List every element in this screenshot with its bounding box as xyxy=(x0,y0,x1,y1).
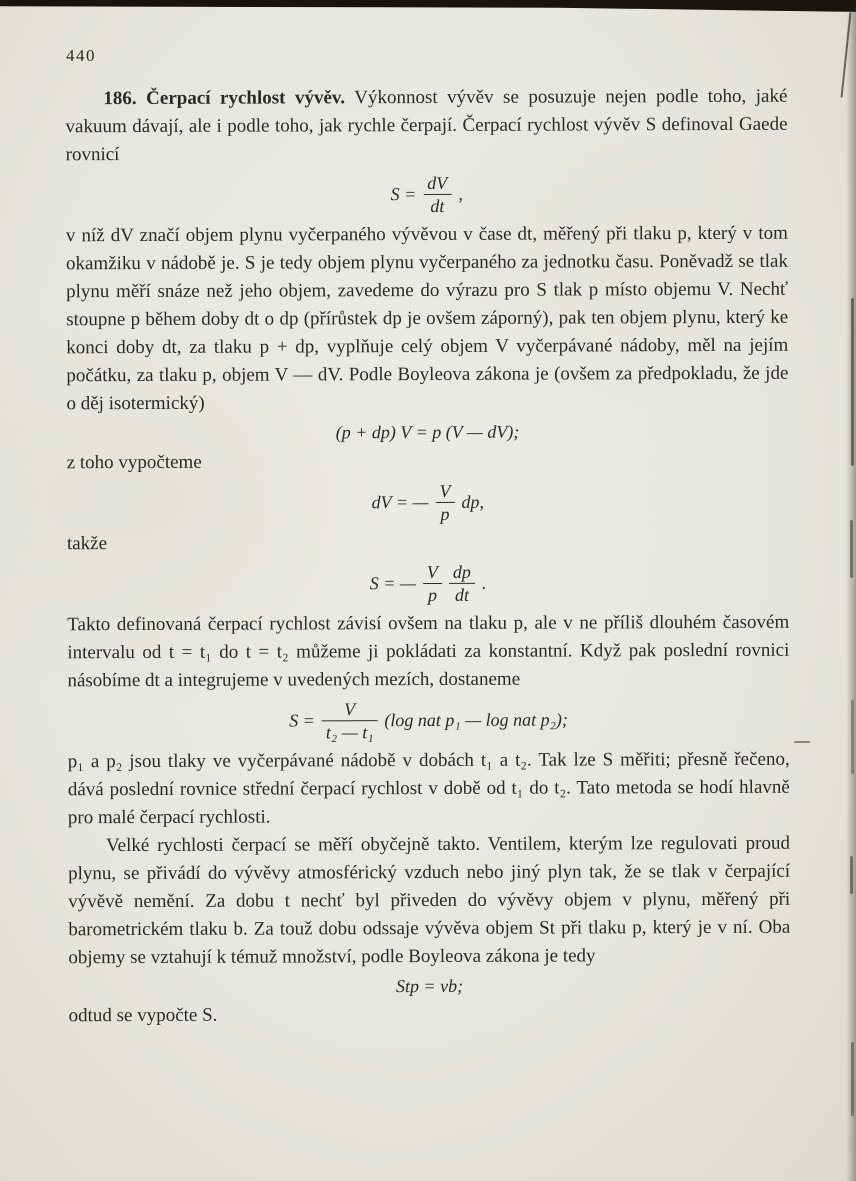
paragraph-intro xyxy=(65,83,787,170)
intro-text: Výkonnost vývěv se posuzuje nejen podle toho, jaké vakuum dávají, ale i podle toho, jak rychle čerpají. Čerpací rychlost vývěv S definoval Gaede rovnicí xyxy=(65,85,788,166)
formula-pumping-speed-definition xyxy=(66,172,788,218)
fraction-numerator: V xyxy=(423,562,442,584)
fraction-numerator: dV xyxy=(423,173,451,195)
paragraph-5: Velké rychlosti čerpací se měří obyčejně takto. Ventilem, kterým lze regulovati proud plynu, se přivádí do vývěvy atmosférický vzduch nebo jiný plyn tak, že se tlak v čerpající vývěvě nemění. Za dobu t nechť byl přiveden do vývěvy objem v plynu, měřený při barometrickém tlaku b. Za touž dobu odssaje vývěva objem St při tlaku p, který je v ní. Oba objemy se vztahují k témuž množství, podle Boyleova zákona je tedy xyxy=(68,832,791,968)
formula-lhs: S = xyxy=(289,710,315,731)
fraction xyxy=(322,699,378,742)
scan-mark xyxy=(851,1042,854,1116)
paragraph-3: Takto definovaná čerpací rychlost závisí ovšem na tlaku p, ale v ne příliš dlouhém časovém intervalu od t = t₁ do t = t₂ můžeme ji pokládati za konstantní. Když pak poslední rovnici násobíme dt a integrujeme v uvedených mezích, dostaneme xyxy=(67,611,790,691)
paragraph-2: v níž dV značí objem plynu vyčerpaného vývěvou v čase dt, měřený při tlaku p, který v tom okamžiku v nádobě je. S je tedy objem plynu vyčerpaného za jednotku času. Poněvadž se tlak plynu měří snáze než jeho objem, zavedeme do výrazu pro S tlak p místo objemu V. Nechť stoupne p během doby dt o dp (přírůstek dp je ovšem záporný), pak ten objem plynu, který ke konci doby dt, za tlaku p + dp, vyplňuje celý objem V vyčerpávané nádoby, měl na jejím počátku, za tlaku p, objem V — dV. Podle Boyleova zákona je (ovšem za předpokladu, že jde o děj isotermický) xyxy=(65,222,789,415)
scan-mark xyxy=(850,520,853,578)
lead-text-z-toho: z toho vypočteme xyxy=(66,451,202,473)
scan-mark xyxy=(851,298,854,466)
formula-lhs: dV = — xyxy=(371,491,429,513)
fraction-numerator: V xyxy=(322,699,378,721)
formula-stp: Stp = vb; xyxy=(395,975,464,996)
scan-edge-right xyxy=(846,0,856,1181)
fraction xyxy=(435,481,454,524)
formula-tail: dp, xyxy=(461,491,484,512)
scan-mark xyxy=(851,700,854,774)
fraction-denominator: p xyxy=(427,584,437,605)
formula-dv xyxy=(67,479,789,525)
formula-lhs: S = xyxy=(390,184,417,205)
formula-tail: . xyxy=(481,572,487,593)
pen-mark xyxy=(794,741,810,743)
fraction-denominator: p xyxy=(440,503,450,524)
section-heading: 186. Čerpací rychlost vývěv. xyxy=(103,87,346,110)
fraction xyxy=(423,173,451,216)
paragraph-4: p₁ a p₂ jsou tlaky ve vyčerpávané nádobě v dobách t₁ a t₂. Tak lze S měřiti; přesně řečeno, dává poslední rovnice střední čerpací rychlost v době od t₁ do t₂. Tato metoda se hodí hlavně pro malé čerpací rychlosti. xyxy=(67,748,790,828)
formula-boyle-law: (p + dp) V = p (V — dV); xyxy=(335,421,520,443)
scan-mark xyxy=(850,856,853,894)
fraction xyxy=(423,562,442,605)
formula-tail: (log nat p₁ — log nat p₂); xyxy=(384,709,568,730)
formula-tail: , xyxy=(458,184,463,205)
scan-edge-top xyxy=(0,0,856,14)
formula-speed-from-pressure xyxy=(67,560,789,606)
page-content xyxy=(65,83,790,1031)
formula-lhs: S = — xyxy=(369,572,416,594)
fraction xyxy=(449,562,475,605)
page-number: 440 xyxy=(66,46,96,65)
fraction-denominator: t₂ — t₁ xyxy=(325,721,374,743)
lead-text-takze: takže xyxy=(66,532,108,554)
fraction-denominator: dt xyxy=(430,195,445,216)
formula-integrated xyxy=(67,697,789,743)
fraction-denominator: dt xyxy=(454,584,469,605)
fraction-numerator: V xyxy=(435,481,454,503)
fraction-numerator: dp xyxy=(449,562,475,584)
closing-text: odtud se vypočte S. xyxy=(68,1005,218,1027)
